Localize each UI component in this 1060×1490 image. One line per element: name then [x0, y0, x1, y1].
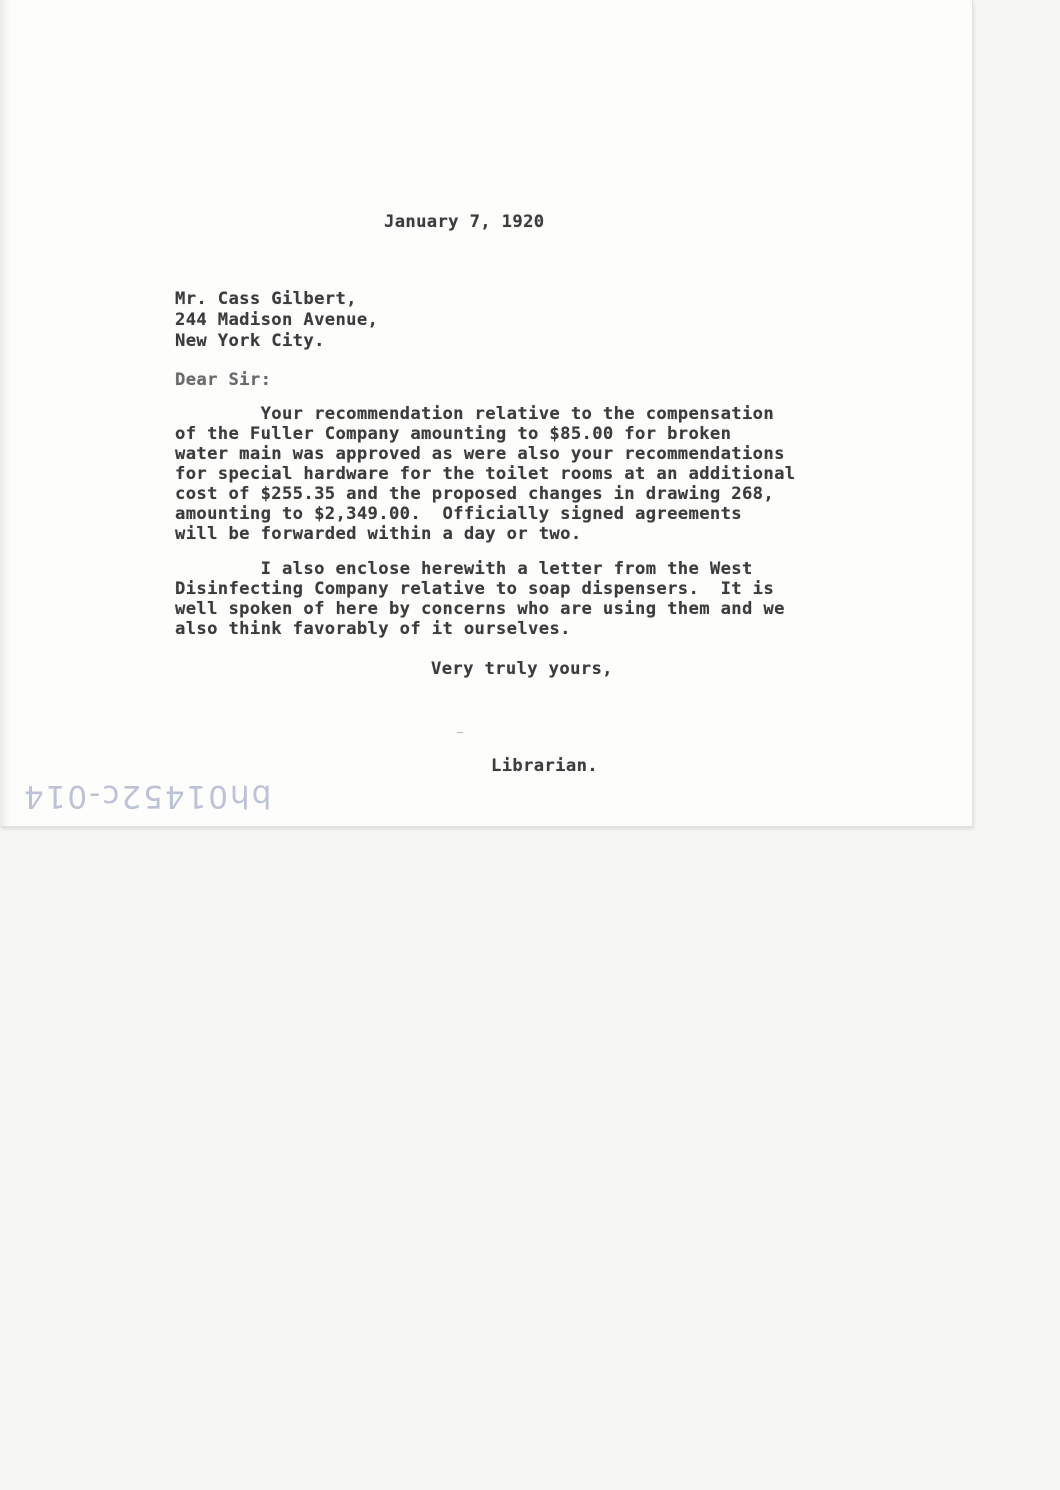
paragraph-1-line: amounting to $2,349.00. Officially signed agreements	[175, 504, 742, 524]
paragraph-2-line: also think favorably of it ourselves.	[175, 619, 571, 639]
signature-title: Librarian.	[491, 756, 598, 776]
paragraph-1-line: will be forwarded within a day or two.	[175, 524, 582, 544]
signature-mark	[457, 732, 463, 733]
complimentary-closing: Very truly yours,	[431, 659, 613, 679]
paragraph-1-line: of the Fuller Company amounting to $85.00 for broken	[175, 424, 732, 444]
paragraph-1-line: water main was approved as were also your recommendations	[175, 444, 785, 464]
paragraph-2-line: Disinfecting Company relative to soap dispensers. It is	[175, 579, 775, 599]
recipient-city: New York City.	[175, 331, 325, 351]
paragraph-2-line: I also enclose herewith a letter from the West	[175, 559, 753, 579]
paragraph-1-line: Your recommendation relative to the compensation	[175, 404, 775, 424]
paragraph-1-line: cost of $255.35 and the proposed changes in drawing 268,	[175, 484, 775, 504]
salutation: Dear Sir:	[175, 370, 272, 390]
paper-edge-shadow	[0, 0, 10, 826]
archive-pencil-note: bh01452c-014	[22, 778, 272, 814]
recipient-street: 244 Madison Avenue,	[175, 310, 379, 330]
paragraph-2-line: well spoken of here by concerns who are using them and we	[175, 599, 785, 619]
letter-date: January 7, 1920	[384, 212, 545, 232]
recipient-name: Mr. Cass Gilbert,	[175, 289, 357, 309]
paragraph-1-line: for special hardware for the toilet rooms at an additional	[175, 464, 796, 484]
